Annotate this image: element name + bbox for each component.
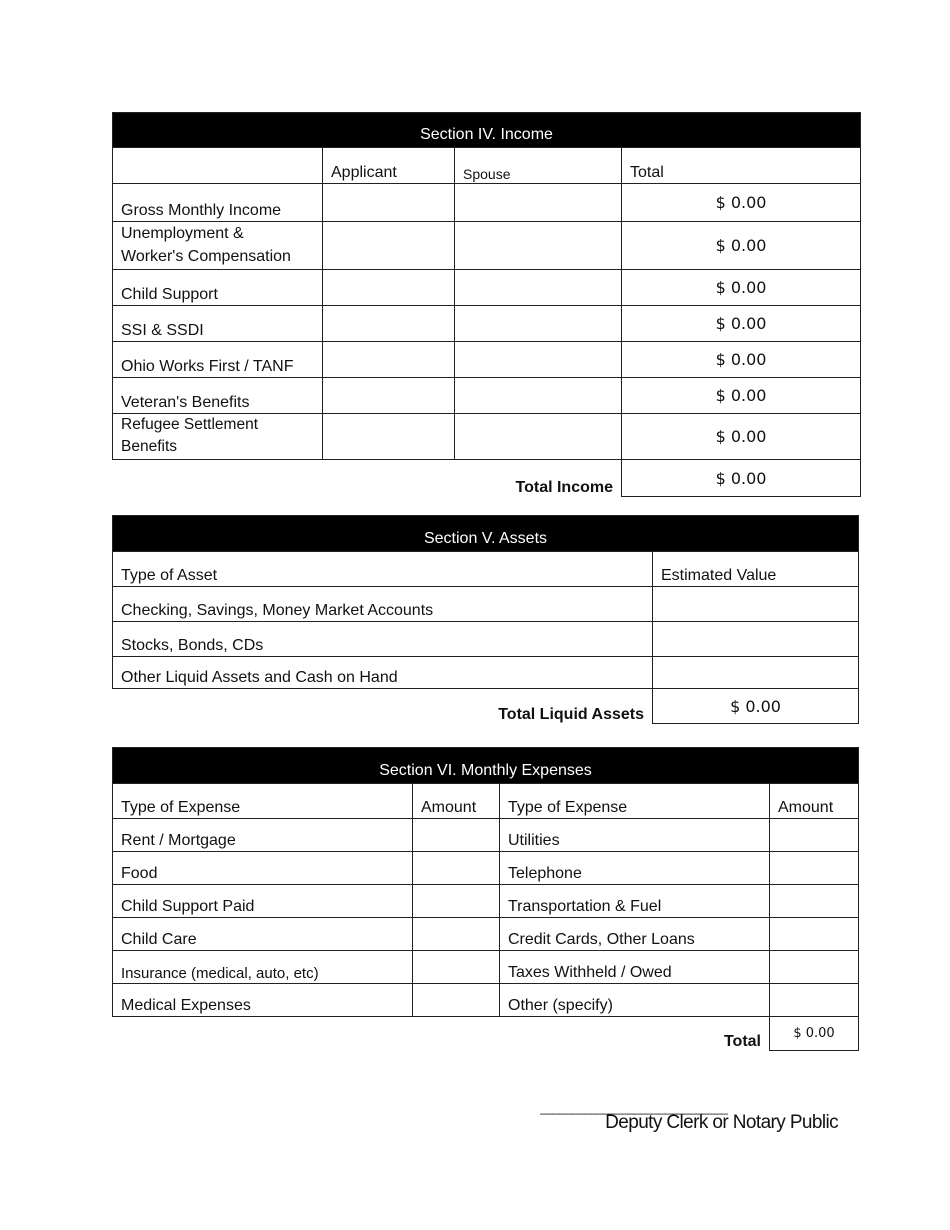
- income-row: [113, 342, 861, 378]
- spouse-child-support-field[interactable]: [455, 270, 622, 306]
- total-gross-income-value: $ 0.00: [622, 184, 861, 222]
- spouse-veterans-field[interactable]: [455, 378, 622, 414]
- signature-line: ______________________________: [540, 1100, 727, 1115]
- expense-row: [113, 885, 859, 918]
- stocks-bonds-value-field[interactable]: [653, 622, 859, 657]
- total-liquid-assets-value: $ 0.00: [653, 689, 859, 724]
- applicant-ohio-works-field[interactable]: [323, 342, 455, 378]
- income-row: [113, 222, 861, 270]
- total-refugee-value: $ 0.00: [622, 414, 861, 460]
- spouse-ssi-field[interactable]: [455, 306, 622, 342]
- expense-label: Child Support Paid: [113, 885, 413, 918]
- expense-label: Food: [113, 852, 413, 885]
- total-child-support-value: $ 0.00: [622, 270, 861, 306]
- income-row: [113, 270, 861, 306]
- total-ohio-works-value: $ 0.00: [622, 342, 861, 378]
- child-care-amount-field[interactable]: [413, 918, 500, 951]
- applicant-veterans-field[interactable]: [323, 378, 455, 414]
- checking-savings-value-field[interactable]: [653, 587, 859, 622]
- asset-row: [113, 622, 859, 657]
- expense-row: [113, 951, 859, 984]
- income-table: [112, 112, 861, 497]
- income-col-total: Total: [622, 148, 861, 184]
- total-liquid-assets-label: Total Liquid Assets: [498, 705, 644, 723]
- asset-row-label: Checking, Savings, Money Market Accounts: [113, 587, 653, 622]
- total-veterans-value: $ 0.00: [622, 378, 861, 414]
- income-row-label: Gross Monthly Income: [113, 184, 323, 222]
- assets-col-type: Type of Asset: [113, 552, 653, 587]
- income-row-label: Child Support: [113, 270, 323, 306]
- applicant-ssi-field[interactable]: [323, 306, 455, 342]
- expense-row: [113, 918, 859, 951]
- signature-label: Deputy Clerk or Notary Public: [605, 1112, 838, 1133]
- income-col-applicant: Applicant: [323, 148, 455, 184]
- assets-col-value: Estimated Value: [653, 552, 859, 587]
- expense-row: [113, 819, 859, 852]
- expenses-col-amount-left: Amount: [413, 784, 500, 819]
- expenses-col-type-right: Type of Expense: [500, 784, 770, 819]
- transportation-amount-field[interactable]: [770, 885, 859, 918]
- income-row: [113, 184, 861, 222]
- applicant-child-support-field[interactable]: [323, 270, 455, 306]
- expenses-col-amount-right: Amount: [770, 784, 859, 819]
- income-row-label-line: Unemployment &: [121, 225, 244, 242]
- income-row-label: [113, 414, 323, 460]
- insurance-amount-field[interactable]: [413, 951, 500, 984]
- expense-label: Other (specify): [500, 984, 770, 1017]
- income-row-label-line: Benefits: [121, 438, 178, 455]
- income-col-spouse: Spouse: [455, 148, 622, 184]
- other-liquid-assets-value-field[interactable]: [653, 657, 859, 689]
- income-row-label: [113, 222, 323, 270]
- total-unemployment-value: $ 0.00: [622, 222, 861, 270]
- income-section-title: Section IV. Income: [113, 113, 861, 148]
- income-row: [113, 414, 861, 460]
- income-row-label-line: Refugee Settlement: [121, 416, 259, 433]
- expense-row: [113, 852, 859, 885]
- taxes-amount-field[interactable]: [770, 951, 859, 984]
- spouse-unemployment-field[interactable]: [455, 222, 622, 270]
- total-income-label: Total Income: [515, 478, 613, 496]
- income-row: [113, 306, 861, 342]
- expense-label: Transportation & Fuel: [500, 885, 770, 918]
- total-income-value: $ 0.00: [622, 460, 861, 497]
- credit-cards-amount-field[interactable]: [770, 918, 859, 951]
- expenses-total-value: $ 0.00: [770, 1017, 859, 1051]
- expense-label: Child Care: [113, 918, 413, 951]
- expense-label: Telephone: [500, 852, 770, 885]
- other-specify-amount-field[interactable]: [770, 984, 859, 1017]
- expense-label: Utilities: [500, 819, 770, 852]
- applicant-unemployment-field[interactable]: [323, 222, 455, 270]
- expense-label: Taxes Withheld / Owed: [500, 951, 770, 984]
- spouse-ohio-works-field[interactable]: [455, 342, 622, 378]
- telephone-amount-field[interactable]: [770, 852, 859, 885]
- income-row-label-line: Worker's Compensation: [121, 248, 291, 265]
- asset-row-label: Other Liquid Assets and Cash on Hand: [113, 657, 653, 689]
- spouse-gross-income-field[interactable]: [455, 184, 622, 222]
- expenses-table: [112, 747, 859, 1051]
- applicant-gross-income-field[interactable]: [323, 184, 455, 222]
- asset-row: [113, 587, 859, 622]
- expenses-section-title: Section VI. Monthly Expenses: [113, 748, 859, 784]
- food-amount-field[interactable]: [413, 852, 500, 885]
- income-row-label: SSI & SSDI: [113, 306, 323, 342]
- expenses-col-type-left: Type of Expense: [113, 784, 413, 819]
- asset-row: [113, 657, 859, 689]
- income-header-blank: [113, 148, 323, 184]
- income-row-label: Veteran's Benefits: [113, 378, 323, 414]
- expense-label: Credit Cards, Other Loans: [500, 918, 770, 951]
- income-row: [113, 378, 861, 414]
- expense-row: [113, 984, 859, 1017]
- assets-section-title: Section V. Assets: [113, 516, 859, 552]
- expense-label: Insurance (medical, auto, etc): [113, 951, 413, 984]
- income-row-label: Ohio Works First / TANF: [113, 342, 323, 378]
- spouse-refugee-field[interactable]: [455, 414, 622, 460]
- child-support-paid-amount-field[interactable]: [413, 885, 500, 918]
- utilities-amount-field[interactable]: [770, 819, 859, 852]
- expense-label: Medical Expenses: [113, 984, 413, 1017]
- expense-label: Rent / Mortgage: [113, 819, 413, 852]
- rent-mortgage-amount-field[interactable]: [413, 819, 500, 852]
- medical-expenses-amount-field[interactable]: [413, 984, 500, 1017]
- applicant-refugee-field[interactable]: [323, 414, 455, 460]
- asset-row-label: Stocks, Bonds, CDs: [113, 622, 653, 657]
- expenses-total-label: Total: [723, 1032, 761, 1050]
- assets-table: [112, 515, 859, 724]
- total-ssi-value: $ 0.00: [622, 306, 861, 342]
